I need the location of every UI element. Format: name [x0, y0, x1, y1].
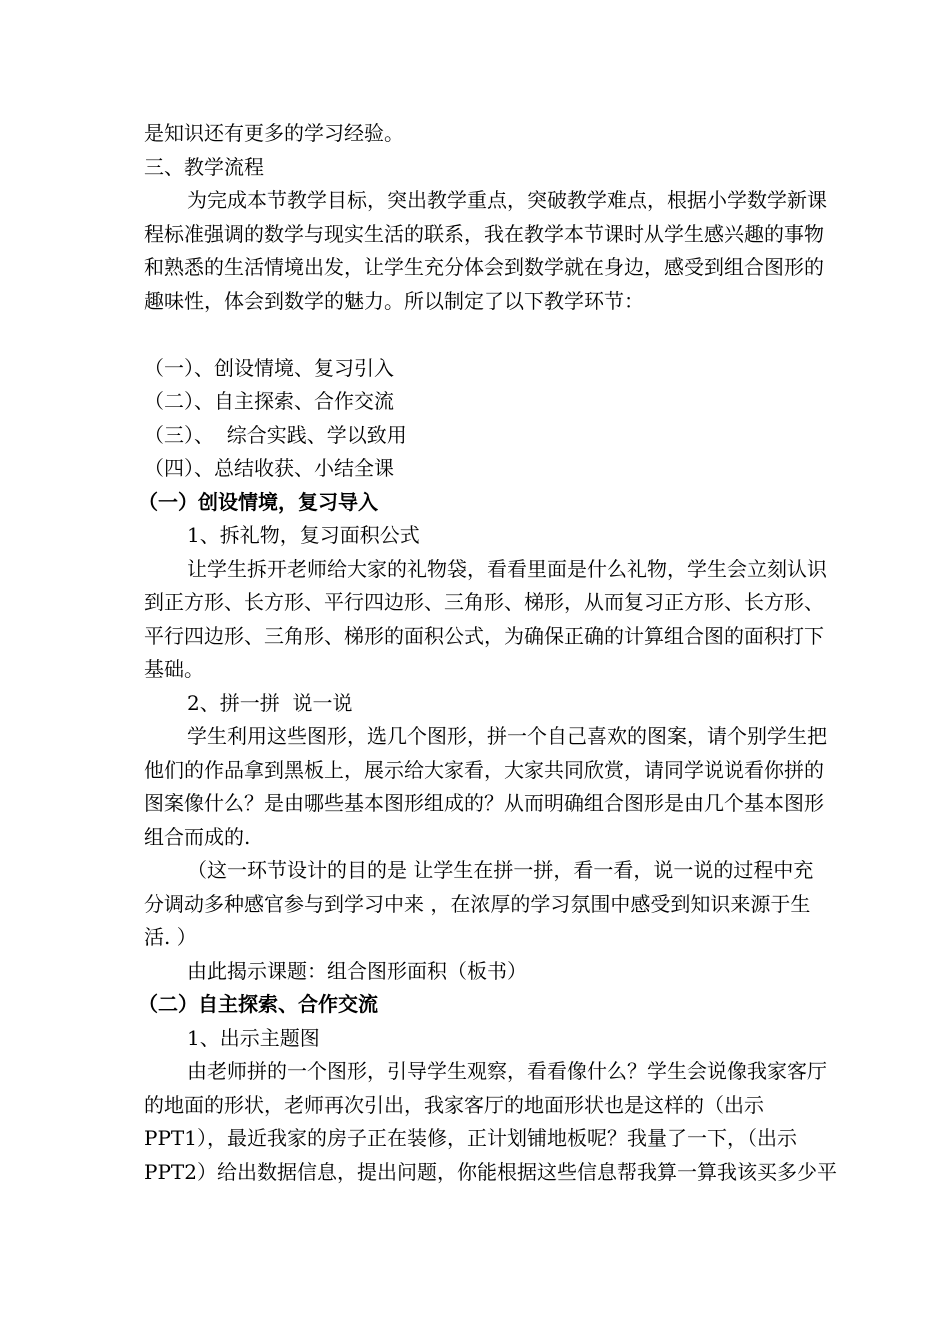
- paragraph-line: 活. ）: [144, 925, 197, 949]
- list-item: （一）、创设情境、复习引入: [144, 355, 394, 380]
- section-heading-bold: （一）创设情境，复习导入: [138, 489, 378, 514]
- list-item: （四）、总结收获、小结全课: [144, 456, 394, 480]
- subheading: 2、拼一拼 说一说: [187, 690, 353, 715]
- paragraph-line: 基础。: [144, 657, 204, 681]
- paragraph-line: 程标准强调的数学与现实生活的联系，我在教学本节课时从学生感兴趣的事物: [144, 221, 824, 246]
- paragraph-line: 由此揭示课题：组合图形面积（板书）: [187, 958, 527, 983]
- section-heading: 三、教学流程: [144, 154, 264, 179]
- paragraph-line: （这一环节设计的目的是 让学生在拼一拼，看一看，说一说的过程中充: [187, 858, 814, 882]
- paragraph-line: 趣味性，体会到数学的魅力。所以制定了以下教学环节：: [144, 288, 644, 313]
- paragraph-line: 组合而成的.: [144, 824, 251, 849]
- paragraph-line: 学生利用这些图形，选几个图形，拼一个自己喜欢的图案，请个别学生把: [187, 724, 827, 748]
- paragraph-line: PPT2）给出数据信息，提出问题，你能根据这些信息帮我算一算我该买多少平: [144, 1159, 837, 1184]
- paragraph-line: 由老师拼的一个图形，引导学生观察，看看像什么？学生会说像我家客厅: [187, 1059, 827, 1083]
- paragraph-line: 他们的作品拿到黑板上，展示给大家看，大家共同欣赏，请同学说说看你拼的: [144, 757, 824, 782]
- list-item: （二）、自主探索、合作交流: [144, 389, 394, 413]
- paragraph-line: 分调动多种感官参与到学习中来 ，在浓厚的学习氛围中感受到知识来源于生: [144, 891, 811, 916]
- subheading: 1、出示主题图: [187, 1025, 320, 1050]
- paragraph-line: 的地面的形状，老师再次引出，我家客厅的地面形状也是这样的（出示: [144, 1092, 764, 1117]
- section-heading-bold: （二）自主探索、合作交流: [138, 992, 378, 1016]
- subheading: 1、拆礼物，复习面积公式: [187, 523, 420, 547]
- paragraph-line: 让学生拆开老师给大家的礼物袋，看看里面是什么礼物，学生会立刻认识: [187, 556, 827, 581]
- paragraph-line: 为完成本节教学目标，突出教学重点，突破教学难点，根据小学数学新课: [187, 188, 827, 212]
- paragraph-line: 图案像什么？是由哪些基本图形组成的？从而明确组合图形是由几个基本图形: [144, 791, 824, 815]
- paragraph-line: 到正方形、长方形、平行四边形、三角形、梯形，从而复习正方形、长方形、: [144, 590, 824, 614]
- paragraph-line: 和熟悉的生活情境出发，让学生充分体会到数学就在身边，感受到组合图形的: [144, 255, 824, 279]
- list-item: （三）、 综合实践、学以致用: [144, 422, 407, 447]
- paragraph-line: 是知识还有更多的学习经验。: [144, 121, 404, 145]
- paragraph-line: PPT1），最近我家的房子正在装修，正计划铺地板呢？我量了一下，（出示: [144, 1126, 797, 1150]
- paragraph-line: 平行四边形、三角形、梯形的面积公式，为确保正确的计算组合图的面积打下: [144, 623, 824, 648]
- blank-line: [144, 318, 910, 352]
